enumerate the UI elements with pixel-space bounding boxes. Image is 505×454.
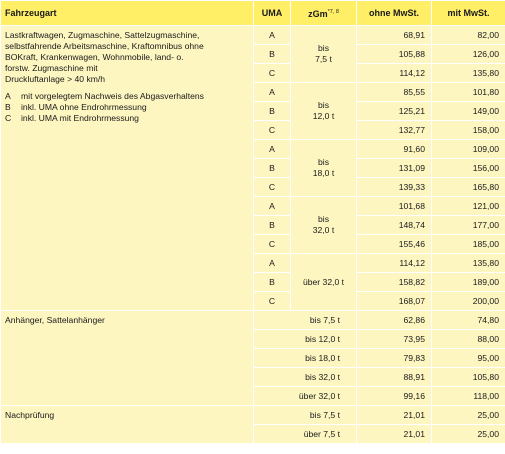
weight-cell: über 32,0 t <box>254 387 357 406</box>
net-price-cell: 21,01 <box>357 406 432 425</box>
net-price-cell: 139,33 <box>357 178 432 197</box>
header-vehicle-type: Fahrzeugart <box>1 1 254 26</box>
gross-price-cell: 126,00 <box>432 45 505 64</box>
gross-price-cell: 121,00 <box>432 197 505 216</box>
gross-price-cell: 95,00 <box>432 349 505 368</box>
gross-price-cell: 185,00 <box>432 235 505 254</box>
gross-price-cell: 200,00 <box>432 292 505 311</box>
net-price-cell: 73,95 <box>357 330 432 349</box>
uma-cell: B <box>254 45 291 64</box>
gross-price-cell: 25,00 <box>432 425 505 444</box>
gross-price-cell: 82,00 <box>432 26 505 45</box>
weight-cell <box>291 254 357 311</box>
gross-price-cell: 118,00 <box>432 387 505 406</box>
net-price-cell: 101,68 <box>357 197 432 216</box>
uma-cell: A <box>254 26 291 45</box>
legend-note-c <box>5 113 247 124</box>
weight-prefix: bis <box>318 214 329 224</box>
gross-price-cell: 105,80 <box>432 368 505 387</box>
net-price-cell: 114,12 <box>357 254 432 273</box>
uma-cell: C <box>254 292 291 311</box>
description-line: Lastkraftwagen, Zugmaschine, Sattelzugmaschine, <box>5 30 200 40</box>
gross-price-cell: 189,00 <box>432 273 505 292</box>
weight-value: 7,5 t <box>315 54 332 64</box>
net-price-cell: 85,55 <box>357 83 432 102</box>
weight-value: 18,0 t <box>312 168 335 178</box>
legend-text: mit vorgelegtem Nachweis des Abgasverhaltens <box>21 91 204 101</box>
net-price-cell: 91,60 <box>357 140 432 159</box>
uma-cell: A <box>254 254 291 273</box>
gross-price-cell: 158,00 <box>432 121 505 140</box>
net-price-cell: 125,21 <box>357 102 432 121</box>
weight-cell: bis 18,0 t <box>254 349 357 368</box>
description-line: Druckluftanlage > 40 km/h <box>5 74 106 84</box>
weight-value: 12,0 t <box>312 111 335 121</box>
weight-cell: bis 7,5 t <box>254 311 357 330</box>
net-price-cell: 148,74 <box>357 216 432 235</box>
net-price-cell: 21,01 <box>357 425 432 444</box>
gross-price-cell: 177,00 <box>432 216 505 235</box>
net-price-cell: 155,46 <box>357 235 432 254</box>
table-row <box>1 311 505 330</box>
uma-cell: A <box>254 140 291 159</box>
gross-price-cell: 109,00 <box>432 140 505 159</box>
header-net-price: ohne MwSt. <box>357 1 432 26</box>
weight-cell: bis 32,0 t <box>254 368 357 387</box>
gross-price-cell: 74,80 <box>432 311 505 330</box>
gross-price-cell: 156,00 <box>432 159 505 178</box>
weight-prefix: bis <box>318 100 329 110</box>
net-price-cell: 158,82 <box>357 273 432 292</box>
weight-cell: bis 12,0 t <box>254 330 357 349</box>
weight-prefix: bis <box>318 157 329 167</box>
vehicle-type-cell: Anhänger, Sattelanhänger <box>1 311 254 406</box>
legend-letter: B <box>5 102 11 112</box>
uma-cell: C <box>254 121 291 140</box>
uma-cell: C <box>254 64 291 83</box>
table-header-row <box>1 1 505 26</box>
uma-cell: B <box>254 159 291 178</box>
net-price-cell: 105,88 <box>357 45 432 64</box>
legend-text: inkl. UMA ohne Endrohrmessung <box>21 102 147 112</box>
uma-cell: A <box>254 197 291 216</box>
net-price-cell: 68,91 <box>357 26 432 45</box>
net-price-cell: 99,16 <box>357 387 432 406</box>
legend-letter: A <box>5 91 11 101</box>
header-zgm-label: zGm <box>308 8 328 19</box>
vehicle-type-cell <box>1 26 254 311</box>
uma-cell: C <box>254 178 291 197</box>
weight-cell <box>291 197 357 254</box>
gross-price-cell: 135,80 <box>432 254 505 273</box>
description-line: forstw. Zugmaschine mit <box>5 63 98 73</box>
uma-cell: B <box>254 216 291 235</box>
gross-price-cell: 135,80 <box>432 64 505 83</box>
weight-cell <box>291 83 357 140</box>
uma-cell: B <box>254 273 291 292</box>
weight-value: 32,0 t <box>312 225 335 235</box>
net-price-cell: 168,07 <box>357 292 432 311</box>
gross-price-cell: 165,80 <box>432 178 505 197</box>
gross-price-cell: 149,00 <box>432 102 505 121</box>
weight-cell: bis 7,5 t <box>254 406 357 425</box>
legend-text: inkl. UMA mit Endrohrmessung <box>21 113 139 123</box>
gross-price-cell: 25,00 <box>432 406 505 425</box>
gross-price-cell: 88,00 <box>432 330 505 349</box>
weight-cell <box>291 140 357 197</box>
gross-price-cell: 101,80 <box>432 83 505 102</box>
legend-letter: C <box>5 113 12 123</box>
net-price-cell: 131,09 <box>357 159 432 178</box>
uma-cell: B <box>254 102 291 121</box>
header-zgm <box>291 1 357 26</box>
net-price-cell: 114,12 <box>357 64 432 83</box>
net-price-cell: 79,83 <box>357 349 432 368</box>
uma-cell: A <box>254 83 291 102</box>
net-price-cell: 132,77 <box>357 121 432 140</box>
weight-cell <box>291 26 357 83</box>
weight-cell: über 7,5 t <box>254 425 357 444</box>
vehicle-type-cell: Nachprüfung <box>1 406 254 444</box>
description-line: selbstfahrende Arbeitsmaschine, Kraftomnibus ohne <box>5 41 204 51</box>
uma-cell: C <box>254 235 291 254</box>
header-zgm-footnote: *7, 8 <box>327 8 339 15</box>
table-row <box>1 26 505 45</box>
header-gross-price: mit MwSt. <box>432 1 505 26</box>
legend-note-a <box>5 91 247 102</box>
weight-value: über 32,0 t <box>302 276 345 287</box>
description-line: BOKraft, Krankenwagen, Wohnmobile, land- o. <box>5 52 184 62</box>
net-price-cell: 88,91 <box>357 368 432 387</box>
header-uma: UMA <box>254 1 291 26</box>
net-price-cell: 62,86 <box>357 311 432 330</box>
table-row <box>1 406 505 425</box>
weight-prefix: bis <box>318 43 329 53</box>
legend-note-b <box>5 102 247 113</box>
